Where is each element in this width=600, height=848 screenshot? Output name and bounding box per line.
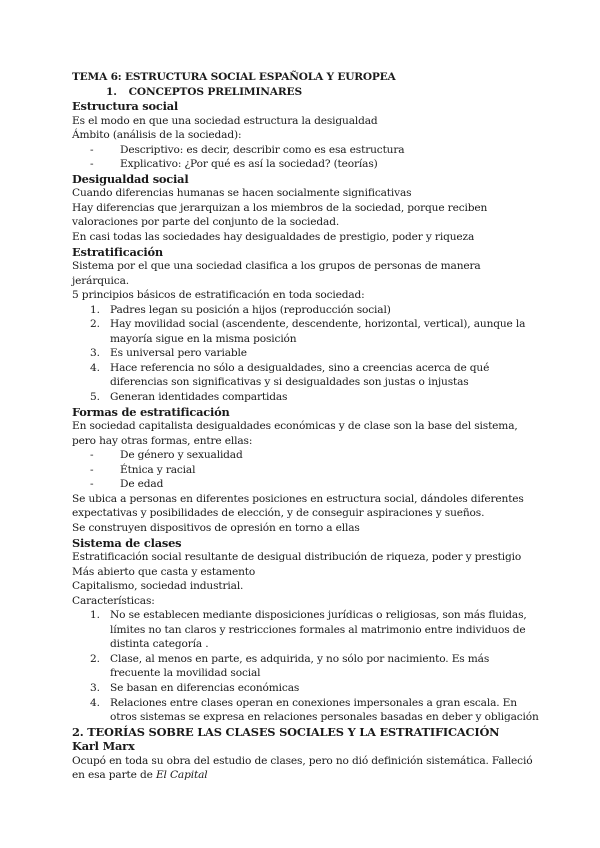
caracteristicas-list [72, 608, 540, 724]
estructura-list [72, 143, 540, 172]
list-item: 5. Generan identidades compartidas [90, 391, 288, 404]
doc-title: TEMA 6: ESTRUCTURA SOCIAL ESPAÑOLA Y EUROPEA [72, 71, 396, 83]
section-2-heading: 2. TEORÍAS SOBRE LAS CLASES SOCIALES Y LA ESTRATIFICACIÓN [72, 724, 500, 739]
book-title: El Capital [155, 769, 208, 782]
heading-karl-marx: Karl Marx [72, 739, 135, 754]
formas-p2: Se ubica a personas en diferentes posiciones en estructura social, dándoles diferentes expectativas y posibilidades de elección, y de conseguir aspiraciones y sueños. [72, 492, 524, 520]
estratificacion-p1: Sistema por el que una sociedad clasifica a los grupos de personas de manera jerárquica. [72, 260, 481, 287]
list-item: 1. Padres legan su posición a hijos (reproducción social) [90, 303, 391, 316]
clases-p2: Más abierto que casta y estamento [72, 565, 256, 578]
list-item: 4. Hace referencia no sólo a desigualdades, sino a creencias acerca de qué diferencias son significativas y si desigualdades son justas o injustas [90, 361, 490, 389]
list-item: - De edad [90, 478, 164, 491]
list-item: - Étnica y racial [90, 463, 196, 476]
heading-estructura-social: Estructura social [72, 99, 179, 114]
list-item: 3. Se basan en diferencias económicas [90, 681, 300, 694]
list-item: 3. Es universal pero variable [90, 347, 247, 360]
heading-desigualdad-social: Desigualdad social [72, 171, 189, 186]
heading-estratificacion: Estratificación [72, 244, 164, 259]
desigualdad-p1: Cuando diferencias humanas se hacen socialmente significativas [72, 187, 412, 200]
formas-p3: Se construyen dispositivos de opresión en torno a ellas [72, 521, 360, 534]
list-item: - Descriptivo: es decir, describir como es esa estructura [90, 143, 405, 156]
desigualdad-p3: En casi todas las sociedades hay desigualdades de prestigio, poder y riqueza [72, 231, 475, 244]
dash-bullet: - [90, 143, 94, 156]
clases-p3: Capitalismo, sociedad industrial. [72, 580, 244, 593]
principios-list [72, 303, 540, 405]
list-item: 4. Relaciones entre clases operan en conexiones impersonales a gran escala. En otros sistemas se expresa en relaciones personales basadas en deber y obligación [90, 696, 539, 724]
desigualdad-p2: Hay diferencias que jerarquizan a los miembros de la sociedad, porque reciben valoraciones por parte del conjunto de la sociedad. [72, 201, 488, 229]
heading-sistema-clases: Sistema de clases [72, 535, 182, 550]
section-1-number: 1. [106, 85, 117, 98]
marx-p1: Ocupó en toda su obra del estudio de clases, pero no dió definición sistemática. Falleció en esa parte de El Capital [72, 754, 533, 782]
estructura-ambito: Ámbito (análisis de la sociedad): [72, 129, 242, 142]
clases-p1: Estratificación social resultante de desigual distribución de riqueza, poder y prestigio [72, 551, 522, 564]
estructura-definition: Es el modo en que una sociedad estructura la desigualdad [72, 114, 378, 127]
clases-p4: Características: [72, 594, 155, 607]
list-item: 2. Clase, al menos en parte, es adquirida, y no sólo por nacimiento. Es más frecuente la movilidad social [90, 652, 490, 680]
dash-bullet: - [90, 449, 94, 462]
list-item: 1. No se establecen mediante disposiciones jurídicas o religiosas, son más fluidas, límites no tan claros y restricciones formales al matrimonio entre individuos de distinta categoría . [90, 609, 527, 651]
dash-bullet: - [90, 478, 94, 491]
section-1-heading [72, 85, 540, 100]
estratificacion-p2: 5 principios básicos de estratificación en toda sociedad: [72, 289, 365, 302]
dash-bullet: - [90, 158, 94, 171]
list-item: - De género y sexualidad [90, 449, 243, 462]
heading-formas-estratificacion: Formas de estratificación [72, 404, 230, 419]
formas-p1: En sociedad capitalista desigualdades económicas y de clase son la base del sistema, pero hay otras formas, entre ellas: [72, 420, 518, 447]
dash-bullet: - [90, 463, 94, 476]
formas-list [72, 448, 540, 492]
section-1-label: CONCEPTOS PRELIMINARES [128, 85, 302, 98]
list-item: - Explicativo: ¿Por qué es así la sociedad? (teorías) [90, 158, 378, 171]
list-item: 2. Hay movilidad social (ascendente, descendente, horizontal, vertical), aunque la mayoría sigue en la misma posición [90, 318, 526, 345]
